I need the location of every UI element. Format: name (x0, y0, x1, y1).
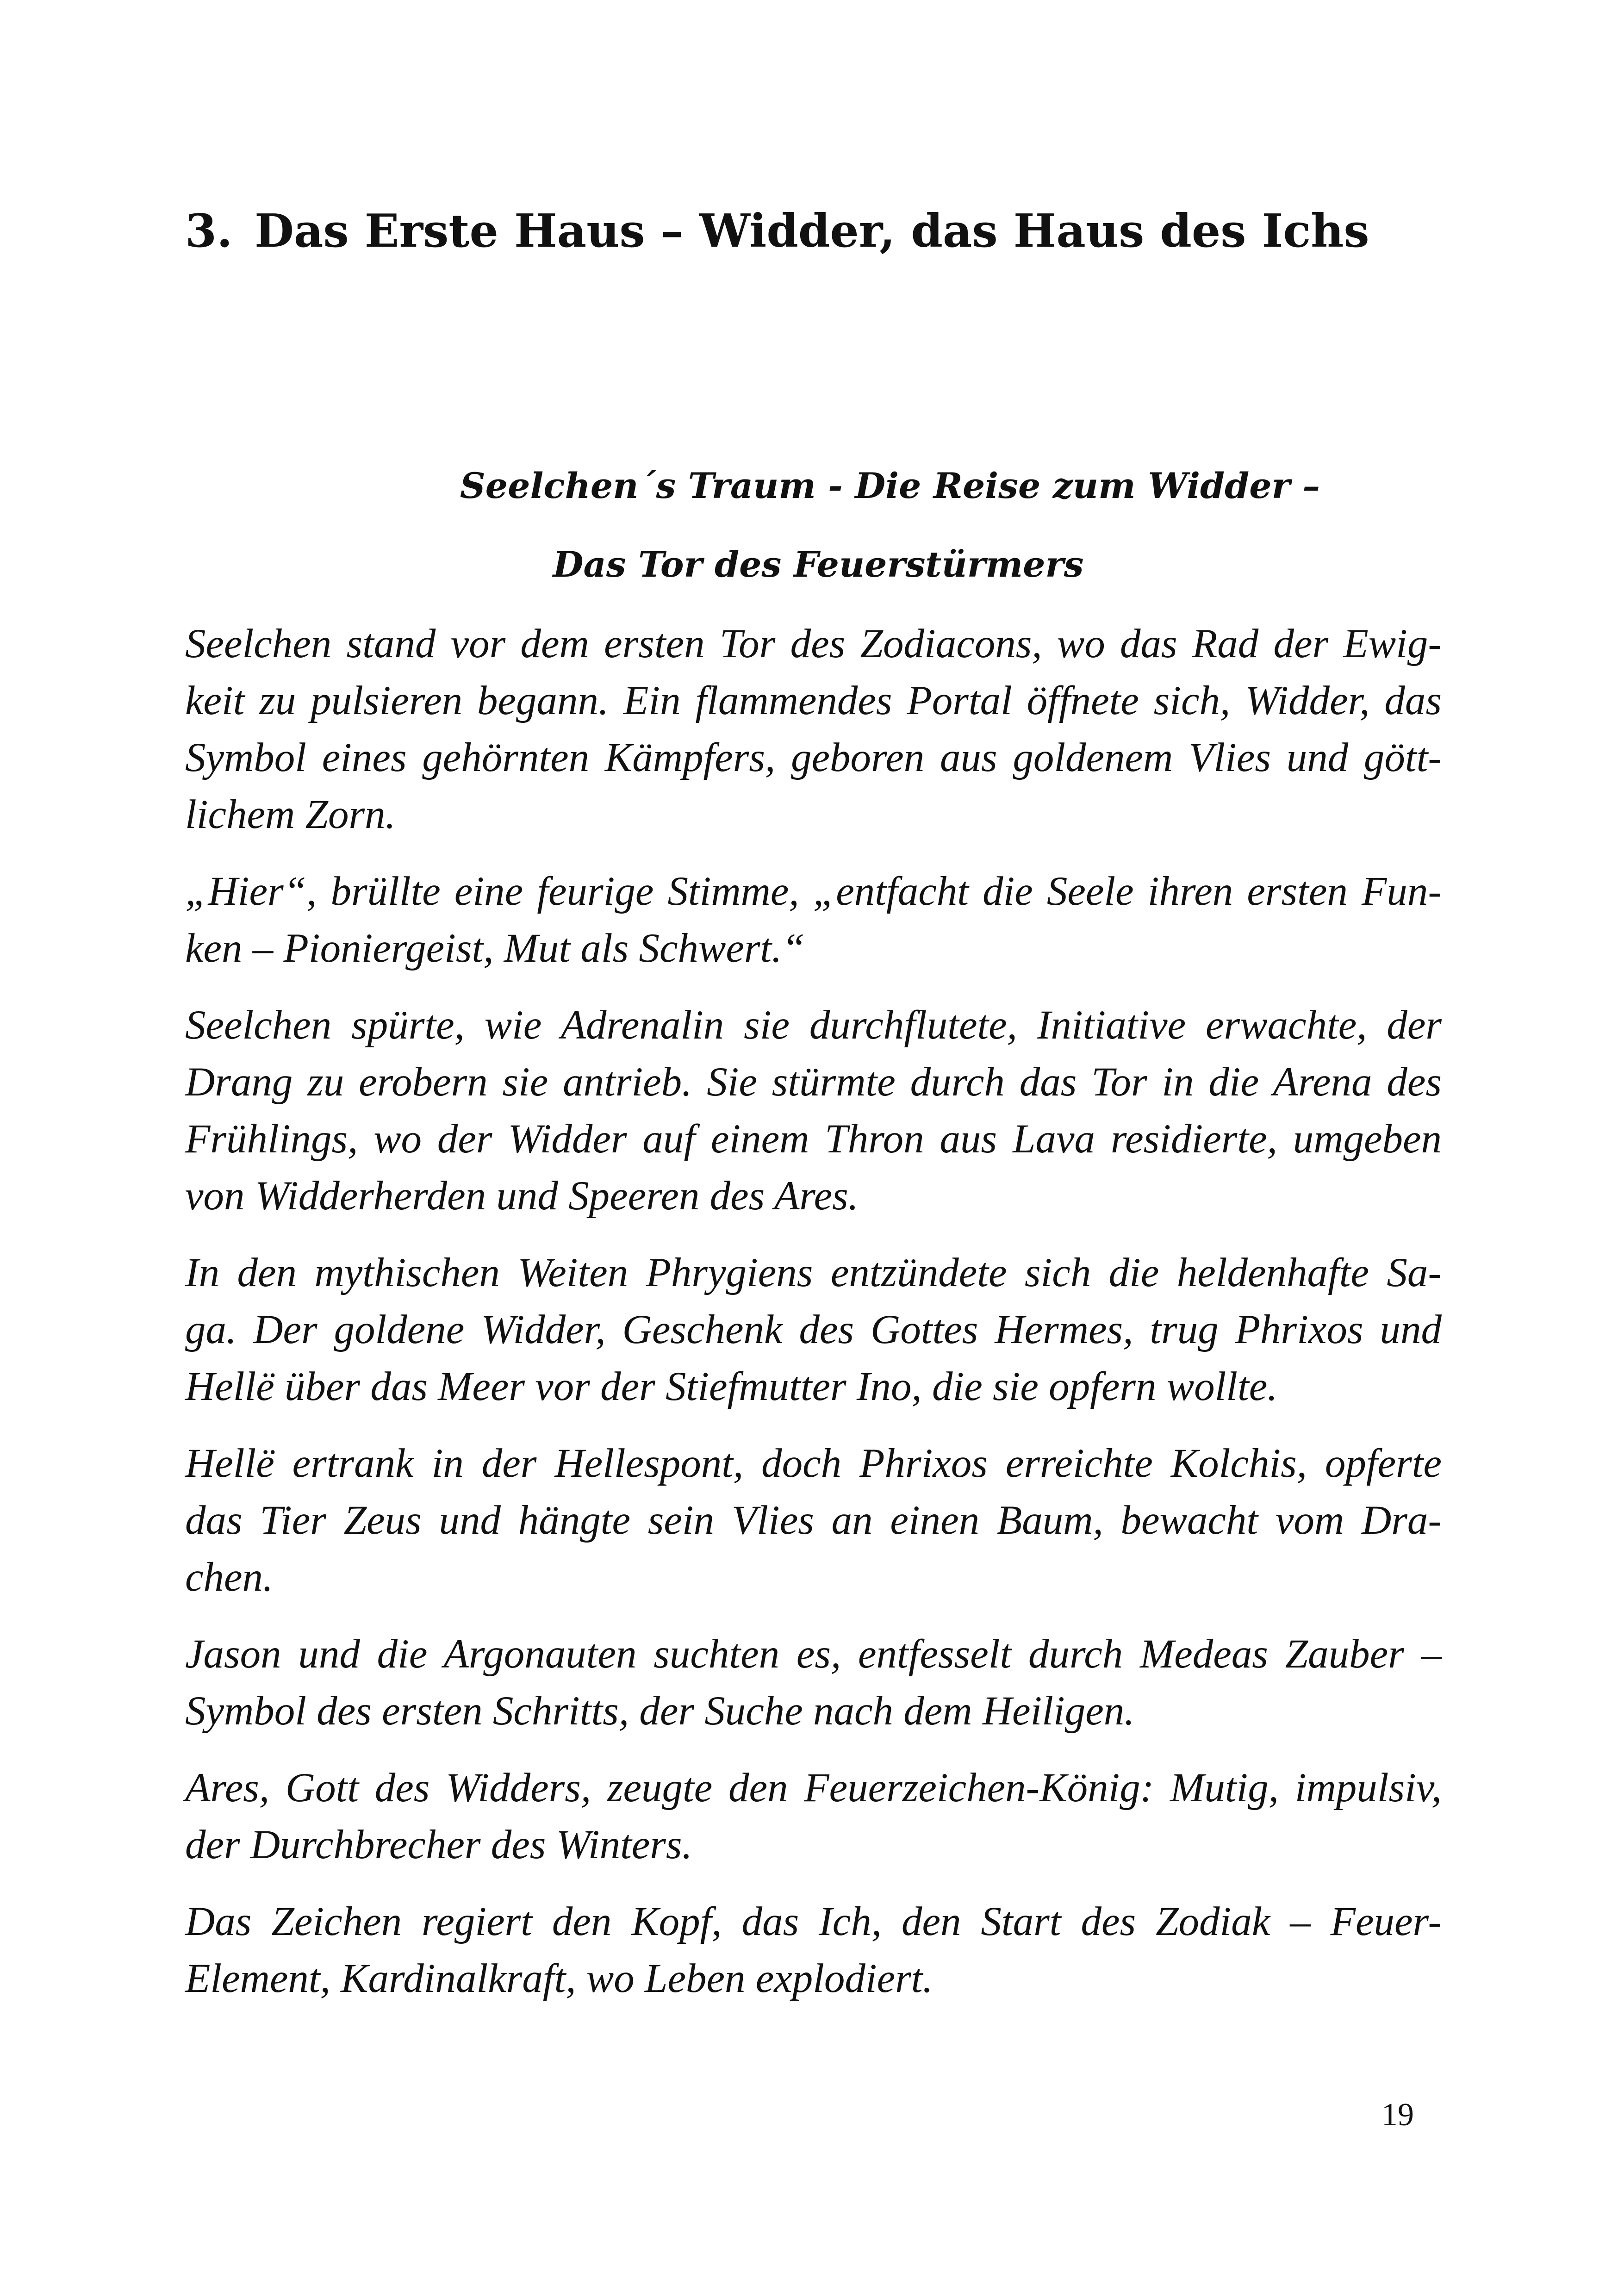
paragraph (185, 1244, 1442, 1415)
page-number: 19 (1382, 2097, 1414, 2133)
chapter-title: Das Erste Haus – Widder, das Haus des Ichs (255, 205, 1369, 258)
text-line: Hellë ertrank in der Hellespont, doch Phrixos erreichte Kolchis, opferte (185, 1441, 1442, 1486)
text-line: Seelchen stand vor dem ersten Tor des Zodiacons, wo das Rad der Ewig- (185, 621, 1442, 666)
paragraph (185, 1626, 1442, 1740)
text-line: Symbol des ersten Schritts, der Suche nach dem Heiligen. (185, 1688, 1135, 1734)
text-line: chen. (185, 1555, 274, 1600)
text-line: Frühlings, wo der Widder auf einem Thron aus Lava residierte, umgeben (185, 1116, 1442, 1162)
text-line: ken – Pioniergeist, Mut als Schwert.“ (185, 926, 805, 971)
chapter-heading (185, 199, 1435, 264)
paragraph (185, 1435, 1442, 1606)
paragraph (185, 1760, 1442, 1873)
text-line: Jason und die Argonauten suchten es, entfesselt durch Medeas Zauber – (185, 1631, 1442, 1677)
text-line: von Widderherden und Speeren des Ares. (185, 1173, 859, 1219)
text-line: Seelchen spürte, wie Adrenalin sie durchflutete, Initiative erwachte, der (185, 1002, 1442, 1048)
paragraph (185, 1893, 1442, 2007)
body-text (185, 616, 1442, 2027)
text-line: Ares, Gott des Widders, zeugte den Feuerzeichen-König: Mutig, impulsiv, (185, 1765, 1442, 1811)
text-line: keit zu pulsieren begann. Ein flammendes Portal öffnete sich, Widder, das (185, 678, 1442, 723)
text-line: der Durchbrecher des Winters. (185, 1822, 692, 1867)
text-line: „Hier“, brüllte eine feurige Stimme, „entfacht die Seele ihren ersten Fun- (185, 869, 1442, 914)
text-line: Hellë über das Meer vor der Stiefmutter Ino, die sie opfern wollte. (185, 1364, 1278, 1409)
text-line: Drang zu erobern sie antrieb. Sie stürmte durch das Tor in die Arena des (185, 1059, 1442, 1105)
text-line: In den mythischen Weiten Phrygiens entzündete sich die heldenhafte Sa- (185, 1250, 1442, 1295)
paragraph (185, 997, 1442, 1225)
text-line: lichem Zorn. (185, 792, 396, 837)
paragraph (185, 863, 1442, 977)
text-line: das Tier Zeus und hängte sein Vlies an einen Baum, bewacht vom Dra- (185, 1498, 1442, 1543)
text-line: Element, Kardinalkraft, wo Leben explodiert. (185, 1956, 933, 2001)
paragraph (185, 616, 1442, 843)
section-title-line-1: Seelchen´s Traum - Die Reise zum Widder – (460, 465, 1320, 506)
text-line: Das Zeichen regiert den Kopf, das Ich, den Start des Zodiak – Feuer- (185, 1899, 1442, 1944)
chapter-number: 3. (185, 205, 233, 258)
text-line: ga. Der goldene Widder, Geschenk des Gottes Hermes, trug Phrixos und (185, 1307, 1442, 1352)
text-line: Symbol eines gehörnten Kämpfers, geboren aus goldenem Vlies und gött- (185, 735, 1442, 780)
section-title-line-2: Das Tor des Feuerstürmers (553, 544, 1084, 585)
